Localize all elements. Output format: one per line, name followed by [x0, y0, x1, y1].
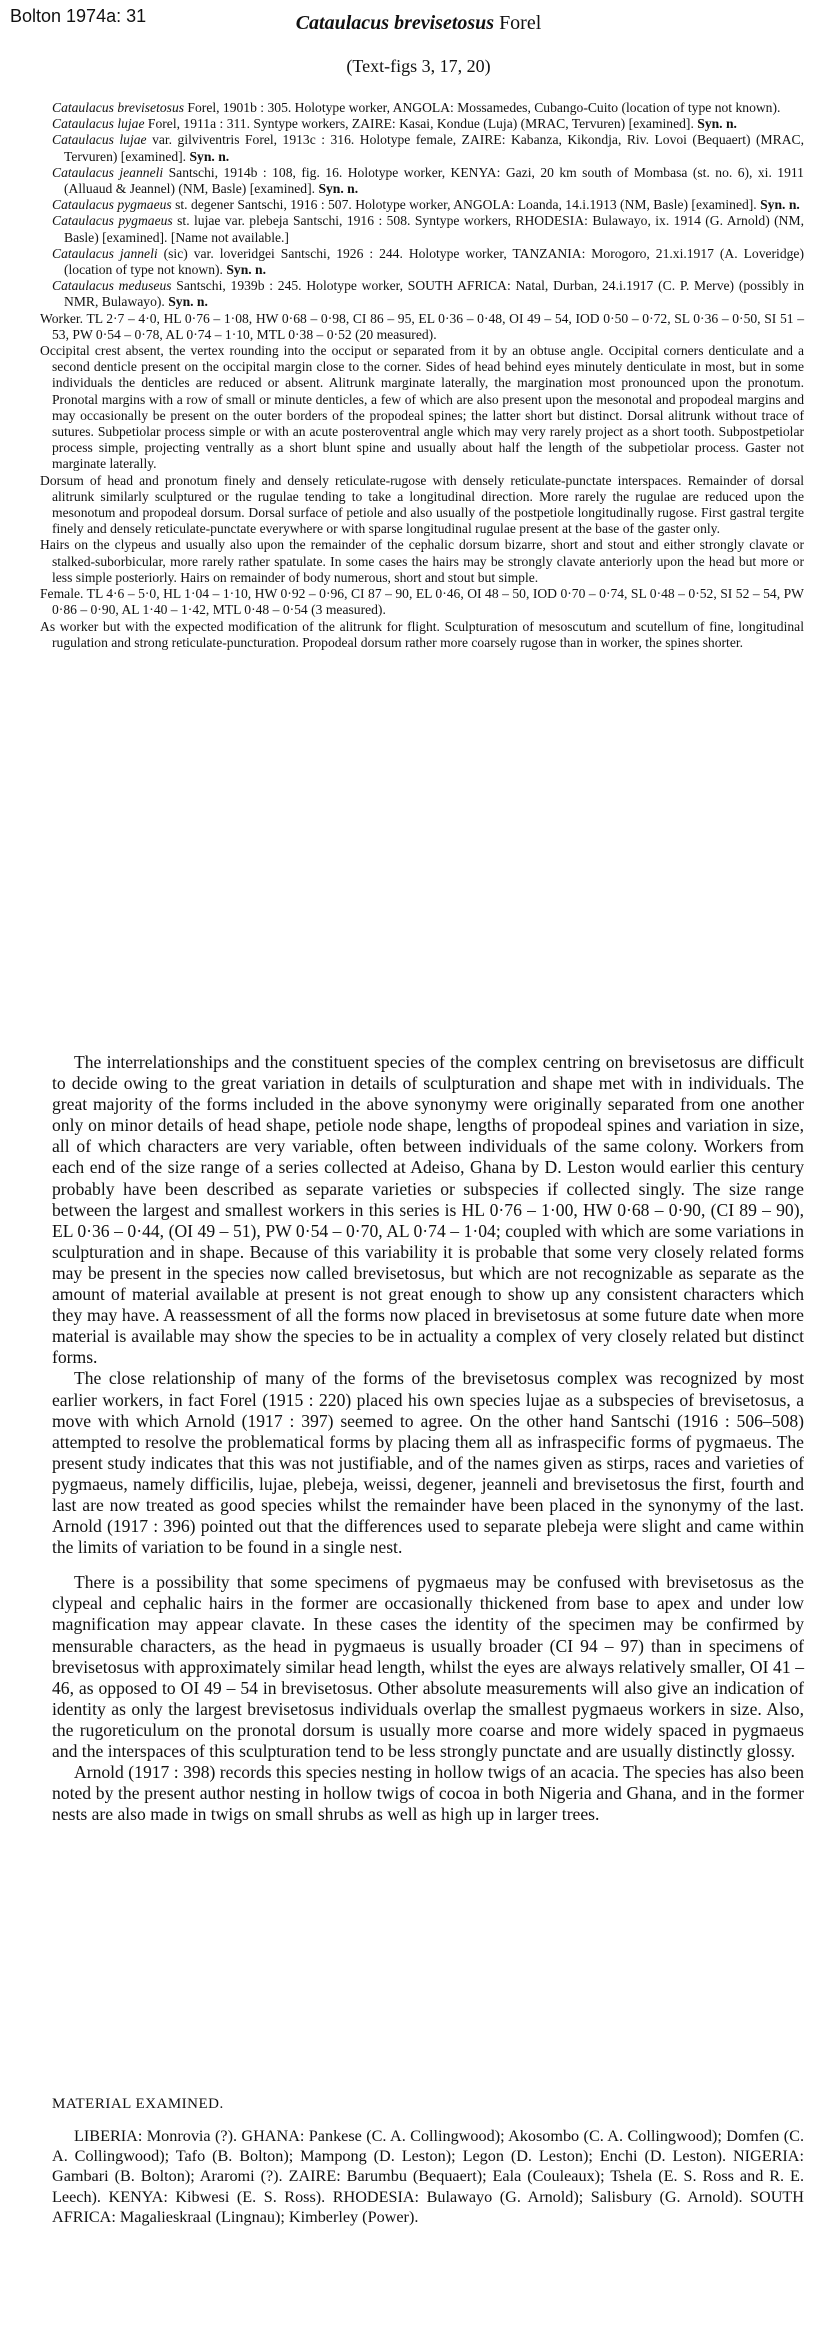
discussion-paragraph: Arnold (1917 : 398) records this species nesting in hollow twigs of an acacia. The species has also been noted by the present author nesting in hollow twigs of cocoa in both Nigeria and Ghana, and in the former nests are also made in twigs on small shrubs as well as high up in larger trees.	[52, 1762, 804, 1825]
worker-description: Occipital crest absent, the vertex rounding into the occiput or separated from it by an obtuse angle. Occipital corners denticulate and a second denticle present on the occipital margin close to the corner. Sides of head behind eyes minutely denticulate in most, but in some individuals the denticles are reduced or absent. Alitrunk marginate laterally, the margination most pronounced upon the pronotum. Pronotal margins with a row of small or minute denticles, a few of which are also present upon the mesonotal and propodeal margins and may occasionally be present on the outer borders of the propodeal spines; the latter short but distinct. Dorsal alitrunk without trace of sutures. Subpetiolar process simple or with an acute posteroventral angle which may very rarely project as a short tooth. Subpostpetiolar process simple, projecting ventrally as a short blunt spine and usually about half the length of the subpetiolar process. Gaster not marginate laterally.	[40, 343, 804, 472]
synonymy-text: Santschi, 1939b : 245. Holotype worker, SOUTH AFRICA: Natal, Durban, 24.i.1917 (C. P. Merve) (possibly in NMR, Bulawayo).	[64, 278, 804, 310]
taxon-name: Cataulacus lujae	[52, 116, 145, 132]
synonymy-text: var. gilviventris Forel, 1913c : 316. Holotype female, ZAIRE: Kabanza, Kikondja, Riv. Lovoi (Bequaert) (MRAC, Tervuren) [examined].	[64, 132, 804, 164]
worker-pilosity: Hairs on the clypeus and usually also upon the remainder of the cephalic dorsum bizarre, short and stout and either strongly clavate or stalked-suborbicular, more rarely rather spatulate. In some cases the hairs may be strongly clavate anteriorly upon the head but more or less simple posteriorly. Hairs on remainder of body numerous, short and stout but simple.	[40, 537, 804, 585]
synonymy-text: st. degener Santschi, 1916 : 507. Holotype worker, ANGOLA: Loanda, 14.i.1913 (NM, Basle) [examined].	[171, 197, 761, 213]
figure-reference: (Text-figs 3, 17, 20)	[346, 56, 491, 76]
syn-note: Syn. n.	[697, 116, 737, 132]
synonymy-entry	[52, 213, 804, 245]
material-text: LIBERIA: Monrovia (?). GHANA: Pankese (C. A. Collingwood); Akosombo (C. A. Collingwood); Domfen (C. A. Collingwood); Tafo (B. Bolton); Mampong (D. Leston); Legon (D. Leston); Enchi (D. Leston). NIGERIA: Gambari (B. Bolton); Araromi (?). ZAIRE: Barumbu (Bequaert); Eala (Couleaux); Tshela (E. S. Ross and R. E. Leech). KENYA: Kibwesi (E. S. Ross). RHODESIA: Bulawayo (G. Arnold); Salisbury (G. Arnold). SOUTH AFRICA: Magalieskraal (Lingnau); Kimberley (Power).	[52, 2127, 804, 2226]
synonymy-entry	[52, 100, 804, 116]
syn-note: Syn. n.	[189, 148, 230, 164]
species-title	[0, 12, 837, 35]
syn-note: Syn. n.	[168, 294, 208, 310]
synonymy-text: Forel, 1901b : 305. Holotype worker, ANGOLA: Mossamedes, Cubango-Cuito (location of type not known).	[184, 100, 781, 115]
taxon-name: Cataulacus pygmaeus	[52, 213, 173, 229]
synonymy-text: Santschi, 1914b : 108, fig. 16. Holotype worker, KENYA: Gazi, 20 km south of Mombasa (st. no. 6), xi. 1911 (Alluaud & Jeannel) (NM, Basle) [examined].	[64, 164, 804, 197]
synonymy-entry	[52, 132, 804, 164]
synonymy-text: st. lujae var. plebeja Santschi, 1916 : 508. Syntype workers, RHODESIA: Bulawayo, ix. 1914 (G. Arnold) (NM, Basle) [examined]. [Name not available.]	[64, 213, 804, 245]
taxon-name: Cataulacus lujae	[52, 132, 147, 148]
synonymy-entry	[52, 197, 804, 213]
synonymy-text: (sic) var. loveridgei Santschi, 1926 : 244. Holotype worker, TANZANIA: Morogoro, 21.xi.1917 (A. Loveridge) (location of type not known).	[64, 245, 804, 278]
discussion	[52, 1052, 804, 1825]
worker-measurements: Worker. TL 2·7 – 4·0, HL 0·76 – 1·08, HW 0·68 – 0·98, CI 86 – 95, EL 0·36 – 0·48, OI 49 – 54, IOD 0·50 – 0·72, SL 0·36 – 0·50, SI 51 – 53, PW 0·54 – 0·78, AL 0·74 – 1·10, MTL 0·38 – 0·52 (20 measured).	[40, 310, 804, 342]
discussion-paragraph: There is a possibility that some specimens of pygmaeus may be confused with brevisetosus as the clypeal and cephalic hairs in the former are occasionally thickened from base to apex and under low magnification may appear clavate. In these cases the identity of the specimen may be confirmed by mensurable characters, as the head in pygmaeus is usually broader (CI 94 – 97) than in specimens of brevisetosus with approximately similar head length, whilst the eyes are always relatively smaller, OI 41 – 46, as opposed to OI 49 – 54 in brevisetosus. Other absolute measurements will also give an indication of identity as only the largest brevisetosus individuals overlap the smallest pygmaeus workers in size. Also, the rugoreticulum on the pronotal dorsum is usually more coarse and more widely spaced in pygmaeus and the interspaces of this sculpturation tend to be less strongly punctate and are usually distinctly glossy.	[52, 1572, 804, 1761]
discussion-paragraph: The interrelationships and the constituent species of the complex centring on brevisetosus are difficult to decide owing to the great variation in details of sculpturation and shape met with in individuals. The great majority of the forms included in the above synonymy were originally separated from one another only on minor details of head shape, petiole node shape, lengths of propodeal spines and variation in size, all of which characters are very variable, often between individuals of the same colony. Workers from each end of the size range of a series collected at Adeiso, Ghana by D. Leston would earlier this century probably have been described as separate varieties or subspecies if collected singly. The size range between the largest and smallest workers in this series is HL 0·76 – 1·00, HW 0·68 – 0·90, (CI 89 – 90), EL 0·36 – 0·44, (OI 49 – 51), PW 0·54 – 0·70, AL 0·74 – 1·04; coupled with which are some variations in sculpturation and in shape. Because of this variability it is probable that some very closely related forms may be present in the species now called brevisetosus, but which are not recognizable as separate as the amount of material available at present is not great enough to show up any consistent characters which they may have. A reassessment of all the forms now placed in brevisetosus at some future date when more material is available may show the species to be in actuality a complex of very closely related but distinct forms.	[52, 1052, 804, 1368]
female-description: As worker but with the expected modification of the alitrunk for flight. Sculpturation of mesoscutum and scutellum of fine, longitudinal rugulation and strong reticulate-puncturation. Propodeal dorsum rather more coarsely rugose than in worker, the spines shorter.	[40, 618, 804, 650]
synonymy-list	[40, 100, 804, 651]
page-reference: Bolton 1974a: 31	[10, 6, 147, 26]
material-heading: MATERIAL EXAMINED.	[52, 2096, 224, 2112]
taxon-name: Cataulacus meduseus	[52, 278, 172, 294]
synonymy-entry	[52, 246, 804, 278]
synonymy-entry	[52, 116, 804, 132]
female-measurements: Female. TL 4·6 – 5·0, HL 1·04 – 1·10, HW 0·92 – 0·96, CI 87 – 90, EL 0·46, OI 48 – 50, IOD 0·70 – 0·74, SL 0·48 – 0·52, SI 52 – 54, PW 0·86 – 0·90, AL 1·40 – 1·42, MTL 0·48 – 0·54 (3 measured).	[40, 586, 804, 618]
taxon-name: Cataulacus brevisetosus	[52, 100, 185, 115]
discussion-paragraph: The close relationship of many of the forms of the brevisetosus complex was recognized by most earlier workers, in fact Forel (1915 : 220) placed his own species lujae as a subspecies of brevisetosus, a move with which Arnold (1917 : 397) seemed to agree. On the other hand Santschi (1916 : 506–508) attempted to resolve the problematical forms by placing them all as infraspecific forms of pygmaeus. The present study indicates that this was not justifiable, and of the names given as stirps, races and varieties of pygmaeus, namely difficilis, lujae, plebeja, weissi, degener, jeanneli and brevisetosus the first, fourth and last are now treated as good species whilst the remainder have been placed in the synonymy of the last. Arnold (1917 : 396) pointed out that the differences used to separate plebeja were slight and came within the limits of variation to be found in a single nest.	[52, 1368, 804, 1558]
syn-note: Syn. n.	[760, 197, 800, 213]
syn-note: Syn. n.	[226, 262, 267, 278]
synonymy-text: Forel, 1911a : 311. Syntype workers, ZAIRE: Kasai, Kondue (Luja) (MRAC, Tervuren) [examined].	[144, 116, 698, 132]
taxon-name: Cataulacus pygmaeus	[52, 197, 172, 213]
species-author: Forel	[499, 12, 542, 34]
species-name: Cataulacus brevisetosus	[295, 12, 495, 34]
taxon-name: Cataulacus janneli	[52, 245, 158, 261]
taxon-name: Cataulacus jeanneli	[52, 164, 164, 180]
worker-sculpture: Dorsum of head and pronotum finely and densely reticulate-rugose with densely reticulate-punctate interspaces. Remainder of dorsal alitrunk similarly sculptured or the rugulae tending to take a longitudinal direction. More rarely the rugulae are reduced upon the mesonotum and propodeal dorsum. Dorsal surface of petiole and also usually of the postpetiole longitudinally rugose. First gastral tergite finely and densely reticulate-punctate everywhere or with sparse longitudinal rugulae present at the base of the gaster only.	[40, 472, 804, 537]
syn-note: Syn. n.	[318, 181, 359, 197]
material-examined	[52, 2126, 804, 2227]
synonymy-entry	[52, 278, 804, 310]
synonymy-entry	[52, 165, 804, 197]
